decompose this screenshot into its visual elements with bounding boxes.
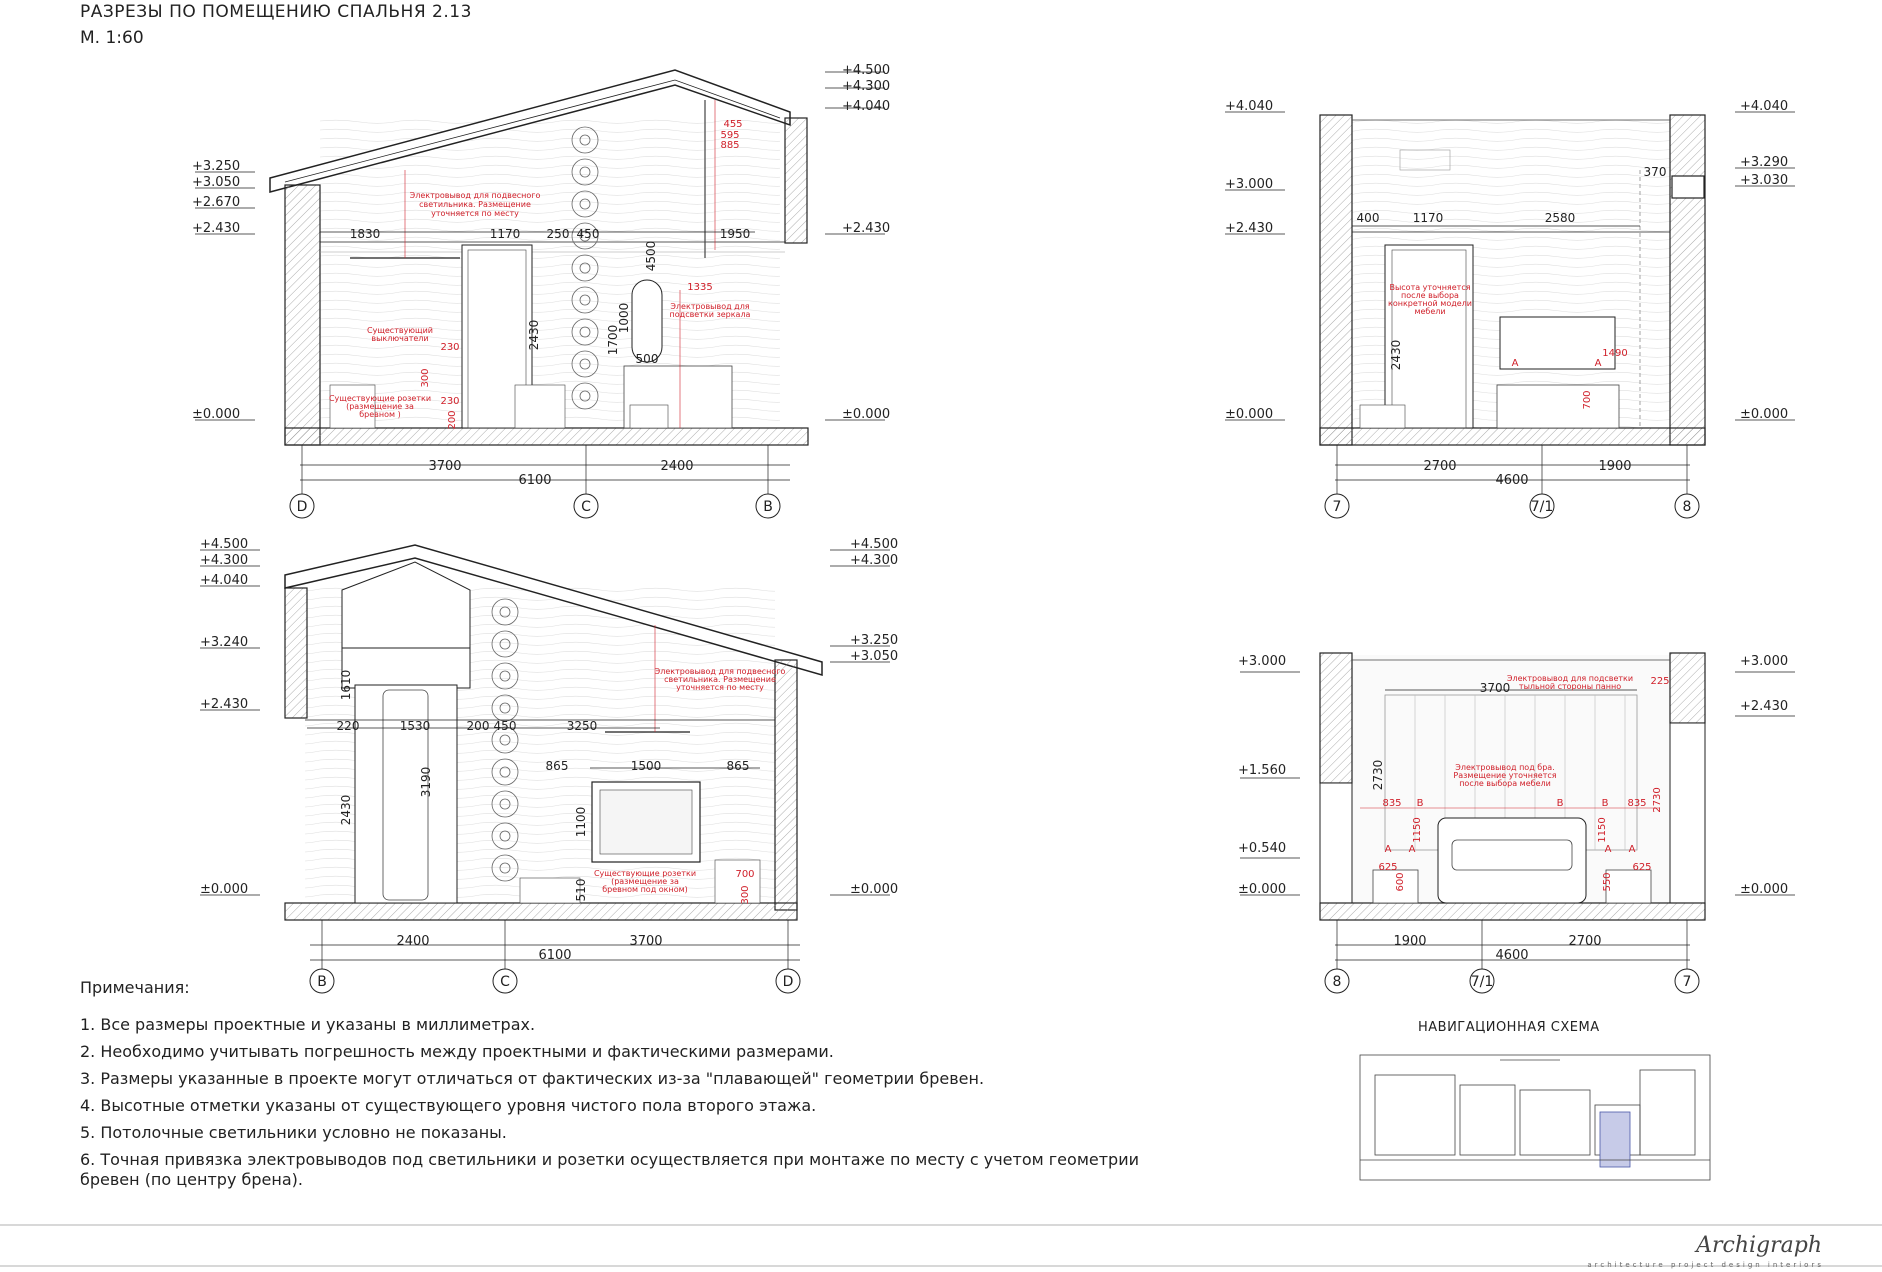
s1-dim-595: 595 bbox=[720, 130, 740, 141]
s3-level-left-6: ±0.000 bbox=[200, 882, 249, 897]
s2-dim-top-3: 2580 bbox=[1544, 211, 1576, 225]
s4-level-left-1: +3.000 bbox=[1238, 654, 1287, 669]
s3-dim-top-4: 450 bbox=[493, 719, 517, 733]
s3-dim-tv-1: 865 bbox=[545, 759, 569, 773]
note-3: 3. Размеры указанные в проекте могут отличаться от фактических из-за "плавающей" геометрии бревен. bbox=[80, 1069, 985, 1088]
s4-dim-625a: 625 bbox=[1378, 862, 1398, 873]
s1-dim-200: 200 bbox=[447, 410, 458, 430]
s2-level-left-1: +4.040 bbox=[1225, 99, 1274, 114]
s4-level-left-3: +0.540 bbox=[1238, 841, 1287, 856]
s3-level-left-2: +4.300 bbox=[200, 553, 249, 568]
s3-dim-top-3: 200 bbox=[466, 719, 490, 733]
s4-level-left-4: ±0.000 bbox=[1238, 882, 1287, 897]
s2-dim-700: 700 bbox=[1582, 390, 1593, 410]
s4-dim-1150b: 1150 bbox=[1597, 817, 1608, 843]
s1-note-3b: (размещение за bbox=[346, 402, 414, 411]
note-6: 6. Точная привязка электровыводов под светильники и розетки осуществляется при монтаже по месту с учетом геометрии бревен (по центру брена). bbox=[80, 1150, 1139, 1189]
s4-level-right-3: ±0.000 bbox=[1740, 882, 1789, 897]
page-title: РАЗРЕЗЫ ПО ПОМЕЩЕНИЮ СПАЛЬНЯ 2.13 bbox=[80, 2, 472, 22]
s1-dim-1000: 1000 bbox=[617, 302, 631, 334]
s2-dim-bottom-2: 1900 bbox=[1598, 459, 1632, 474]
s2-dim-door: 2430 bbox=[1389, 339, 1403, 371]
s3-dim-tv-2: 1500 bbox=[630, 759, 662, 773]
s1-dim-bottom-3: 6100 bbox=[518, 473, 552, 488]
s1-dim-bottom-2: 2400 bbox=[660, 459, 694, 474]
s1-level-left-3: +2.670 bbox=[192, 195, 241, 210]
s2-note-1b: после выбора bbox=[1401, 291, 1459, 300]
s2-dim-top-1: 400 bbox=[1356, 211, 1380, 225]
s1-dim-455: 455 bbox=[723, 119, 743, 130]
s4-dim-bottom-2: 2700 bbox=[1568, 934, 1602, 949]
s3-note-2c: бревном под окном) bbox=[602, 885, 688, 894]
s1-note-2b: выключатели bbox=[371, 334, 429, 343]
nav-schema-title: НАВИГАЦИОННАЯ СХЕМА bbox=[1418, 1020, 1600, 1035]
s1-dim-bottom-1: 3700 bbox=[428, 459, 462, 474]
s3-note-2a: Существующие розетки bbox=[593, 869, 697, 878]
s3-dim-1610: 1610 bbox=[339, 669, 353, 701]
s4-mark-a4: A bbox=[1628, 844, 1636, 855]
s3-dim-510: 510 bbox=[574, 878, 588, 902]
s4-dim-top-2: 225 bbox=[1650, 676, 1670, 687]
s4-dim-600: 600 bbox=[1395, 872, 1406, 892]
s3-level-right-4: +3.050 bbox=[850, 649, 899, 664]
s2-level-left-2: +3.000 bbox=[1225, 177, 1274, 192]
s2-level-right-2: +3.290 bbox=[1740, 155, 1789, 170]
s4-note-2c: после выбора мебели bbox=[1459, 779, 1551, 788]
s1-note-3c: бревном ) bbox=[359, 410, 401, 419]
notes-heading: Примечания: bbox=[80, 978, 190, 997]
s1-level-right-5: ±0.000 bbox=[842, 407, 891, 422]
s3-level-left-4: +3.240 bbox=[200, 635, 249, 650]
s4-mark-b3: B bbox=[1601, 798, 1609, 809]
s1-dim-500: 500 bbox=[635, 352, 659, 366]
s4-dim-835b: 835 bbox=[1627, 798, 1647, 809]
s3-level-left-3: +4.040 bbox=[200, 573, 249, 588]
s4-axis-2: 7/1 bbox=[1470, 974, 1494, 990]
s4-mark-a3: A bbox=[1604, 844, 1612, 855]
s3-level-right-3: +3.250 bbox=[850, 633, 899, 648]
s1-dim-door: 2430 bbox=[527, 319, 541, 351]
s1-level-left-5: ±0.000 bbox=[192, 407, 241, 422]
s1-level-right-2: +4.300 bbox=[842, 79, 891, 94]
s2-mark-a2: A bbox=[1594, 358, 1602, 369]
s1-note-4a: Электровывод для bbox=[670, 302, 750, 311]
s2-level-right-1: +4.040 bbox=[1740, 99, 1789, 114]
s1-axis-1: D bbox=[296, 499, 308, 515]
s2-note-1d: мебели bbox=[1414, 307, 1446, 316]
s1-level-left-1: +3.250 bbox=[192, 159, 241, 174]
s4-mark-b1: B bbox=[1416, 798, 1424, 809]
s3-level-left-5: +2.430 bbox=[200, 697, 249, 712]
s1-note-2a: Существующий bbox=[367, 326, 433, 335]
s4-axis-3: 7 bbox=[1682, 974, 1692, 990]
s4-axis-1: 8 bbox=[1332, 974, 1342, 990]
s4-dim-bottom-1: 1900 bbox=[1393, 934, 1427, 949]
s3-dim-700: 700 bbox=[735, 869, 755, 880]
s1-note-3a: Существующие розетки bbox=[328, 394, 432, 403]
note-4: 4. Высотные отметки указаны от существующего уровня чистого пола второго этажа. bbox=[80, 1096, 817, 1115]
s2-dim-top-4: 370 bbox=[1643, 165, 1667, 179]
s1-level-right-1: +4.500 bbox=[842, 63, 891, 78]
s3-dim-1100: 1100 bbox=[574, 806, 588, 838]
s3-dim-2430: 2430 bbox=[339, 794, 353, 826]
s3-dim-top-2: 1530 bbox=[399, 719, 431, 733]
s3-level-right-1: +4.500 bbox=[850, 537, 899, 552]
s4-note-2b: Размещение уточняется bbox=[1453, 771, 1557, 780]
s1-dim-230b: 230 bbox=[440, 396, 460, 407]
section-2 bbox=[1225, 99, 1795, 518]
s1-dim-300: 300 bbox=[420, 368, 431, 388]
s1-dim-4500: 4500 bbox=[644, 240, 658, 272]
s2-axis-2: 7/1 bbox=[1530, 499, 1554, 515]
s2-axis-1: 7 bbox=[1332, 499, 1342, 515]
s1-level-right-3: +4.040 bbox=[842, 99, 891, 114]
s2-dim-bottom-3: 4600 bbox=[1495, 473, 1529, 488]
s2-dim-bottom-1: 2700 bbox=[1423, 459, 1457, 474]
note-5: 5. Потолочные светильники условно не показаны. bbox=[80, 1123, 507, 1142]
s1-dim-1700: 1700 bbox=[606, 324, 620, 356]
s4-dim-top-1: 3700 bbox=[1479, 681, 1511, 695]
section-1 bbox=[192, 63, 890, 518]
s4-dim-1150a: 1150 bbox=[1412, 817, 1423, 843]
s1-dim-top-1: 1830 bbox=[349, 227, 381, 241]
s4-level-left-2: +1.560 bbox=[1238, 763, 1287, 778]
s3-note-1a: Электровывод для подвесного bbox=[654, 667, 786, 676]
s2-dim-top-2: 1170 bbox=[1412, 211, 1444, 225]
s4-mark-b2: B bbox=[1556, 798, 1564, 809]
s1-dim-885: 885 bbox=[720, 140, 740, 151]
s4-dim-bottom-3: 4600 bbox=[1495, 948, 1529, 963]
s1-dim-1335: 1335 bbox=[687, 282, 713, 293]
s3-note-1b: светильника. Размещение bbox=[664, 675, 776, 684]
s2-level-right-4: ±0.000 bbox=[1740, 407, 1789, 422]
s2-axis-3: 8 bbox=[1682, 499, 1692, 515]
s1-note-4b: подсветки зеркала bbox=[669, 310, 751, 319]
s4-note-1b: тыльной стороны панно bbox=[1518, 682, 1622, 691]
section-4 bbox=[1238, 653, 1795, 993]
s4-note-1a: Электровывод для подсветки bbox=[1506, 674, 1634, 683]
s1-level-right-4: +2.430 bbox=[842, 221, 891, 236]
s3-level-right-2: +4.300 bbox=[850, 553, 899, 568]
s2-note-1a: Высота уточняется bbox=[1389, 283, 1471, 292]
s4-dim-835a: 835 bbox=[1382, 798, 1402, 809]
s1-axis-2: C bbox=[581, 499, 591, 515]
s2-note-1c: конкретной модели bbox=[1387, 299, 1473, 308]
s4-mark-a1: A bbox=[1384, 844, 1392, 855]
navigation-schema bbox=[1360, 1055, 1710, 1180]
s4-level-right-1: +3.000 bbox=[1740, 654, 1789, 669]
s1-dim-230a: 230 bbox=[440, 342, 460, 353]
s1-axis-3: B bbox=[763, 499, 773, 515]
s1-level-left-2: +3.050 bbox=[192, 175, 241, 190]
s3-dim-bottom-2: 3700 bbox=[629, 934, 663, 949]
s1-note-1a: Электровывод для подвесного bbox=[409, 191, 541, 200]
s3-note-2b: (размещение за bbox=[611, 877, 679, 886]
s2-mark-a1: A bbox=[1511, 358, 1519, 369]
s1-dim-top-3: 250 bbox=[546, 227, 570, 241]
section-3 bbox=[200, 537, 898, 993]
s3-axis-1: B bbox=[317, 974, 327, 990]
s4-dim-2730a: 2730 bbox=[1371, 759, 1385, 791]
brand-logo: Archigraph bbox=[1696, 1233, 1822, 1258]
s3-dim-3190: 3190 bbox=[419, 766, 433, 798]
s2-level-right-3: +3.030 bbox=[1740, 173, 1789, 188]
s3-axis-3: D bbox=[782, 974, 794, 990]
s3-dim-300: 300 bbox=[740, 885, 751, 905]
notes-block bbox=[80, 974, 1200, 1190]
s1-note-1c: уточняется по месту bbox=[431, 209, 519, 218]
s2-dim-1490: 1490 bbox=[1602, 348, 1628, 359]
s4-level-right-2: +2.430 bbox=[1740, 699, 1789, 714]
s4-dim-625b: 625 bbox=[1632, 862, 1652, 873]
s4-note-2a: Электровывод под бра. bbox=[1455, 763, 1555, 772]
s3-dim-bottom-3: 6100 bbox=[538, 948, 572, 963]
s4-dim-2730b: 2730 bbox=[1652, 787, 1663, 813]
note-1: 1. Все размеры проектные и указаны в миллиметрах. bbox=[80, 1015, 536, 1034]
note-2: 2. Необходимо учитывать погрешность между проектными и фактическими размерами. bbox=[80, 1042, 834, 1061]
s3-level-left-1: +4.500 bbox=[200, 537, 249, 552]
s3-level-right-5: ±0.000 bbox=[850, 882, 899, 897]
s2-level-left-4: ±0.000 bbox=[1225, 407, 1274, 422]
s4-mark-a2: A bbox=[1408, 844, 1416, 855]
s1-level-left-4: +2.430 bbox=[192, 221, 241, 236]
s1-dim-top-5: 1950 bbox=[719, 227, 751, 241]
s3-axis-2: C bbox=[500, 974, 510, 990]
s1-dim-top-2: 1170 bbox=[489, 227, 521, 241]
s4-dim-550: 550 bbox=[1602, 872, 1613, 892]
s3-note-1c: уточняется по месту bbox=[676, 683, 764, 692]
s1-dim-top-4: 450 bbox=[576, 227, 600, 241]
s1-note-1b: светильника. Размещение bbox=[419, 200, 531, 209]
s2-level-left-3: +2.430 bbox=[1225, 221, 1274, 236]
s3-dim-tv-3: 865 bbox=[726, 759, 750, 773]
s3-dim-bottom-1: 2400 bbox=[396, 934, 430, 949]
s3-dim-top-1: 220 bbox=[336, 719, 360, 733]
s3-dim-top-5: 3250 bbox=[566, 719, 598, 733]
brand-tagline: architecture project design interiors bbox=[1587, 1261, 1824, 1269]
scale-label: М. 1:60 bbox=[80, 28, 144, 48]
